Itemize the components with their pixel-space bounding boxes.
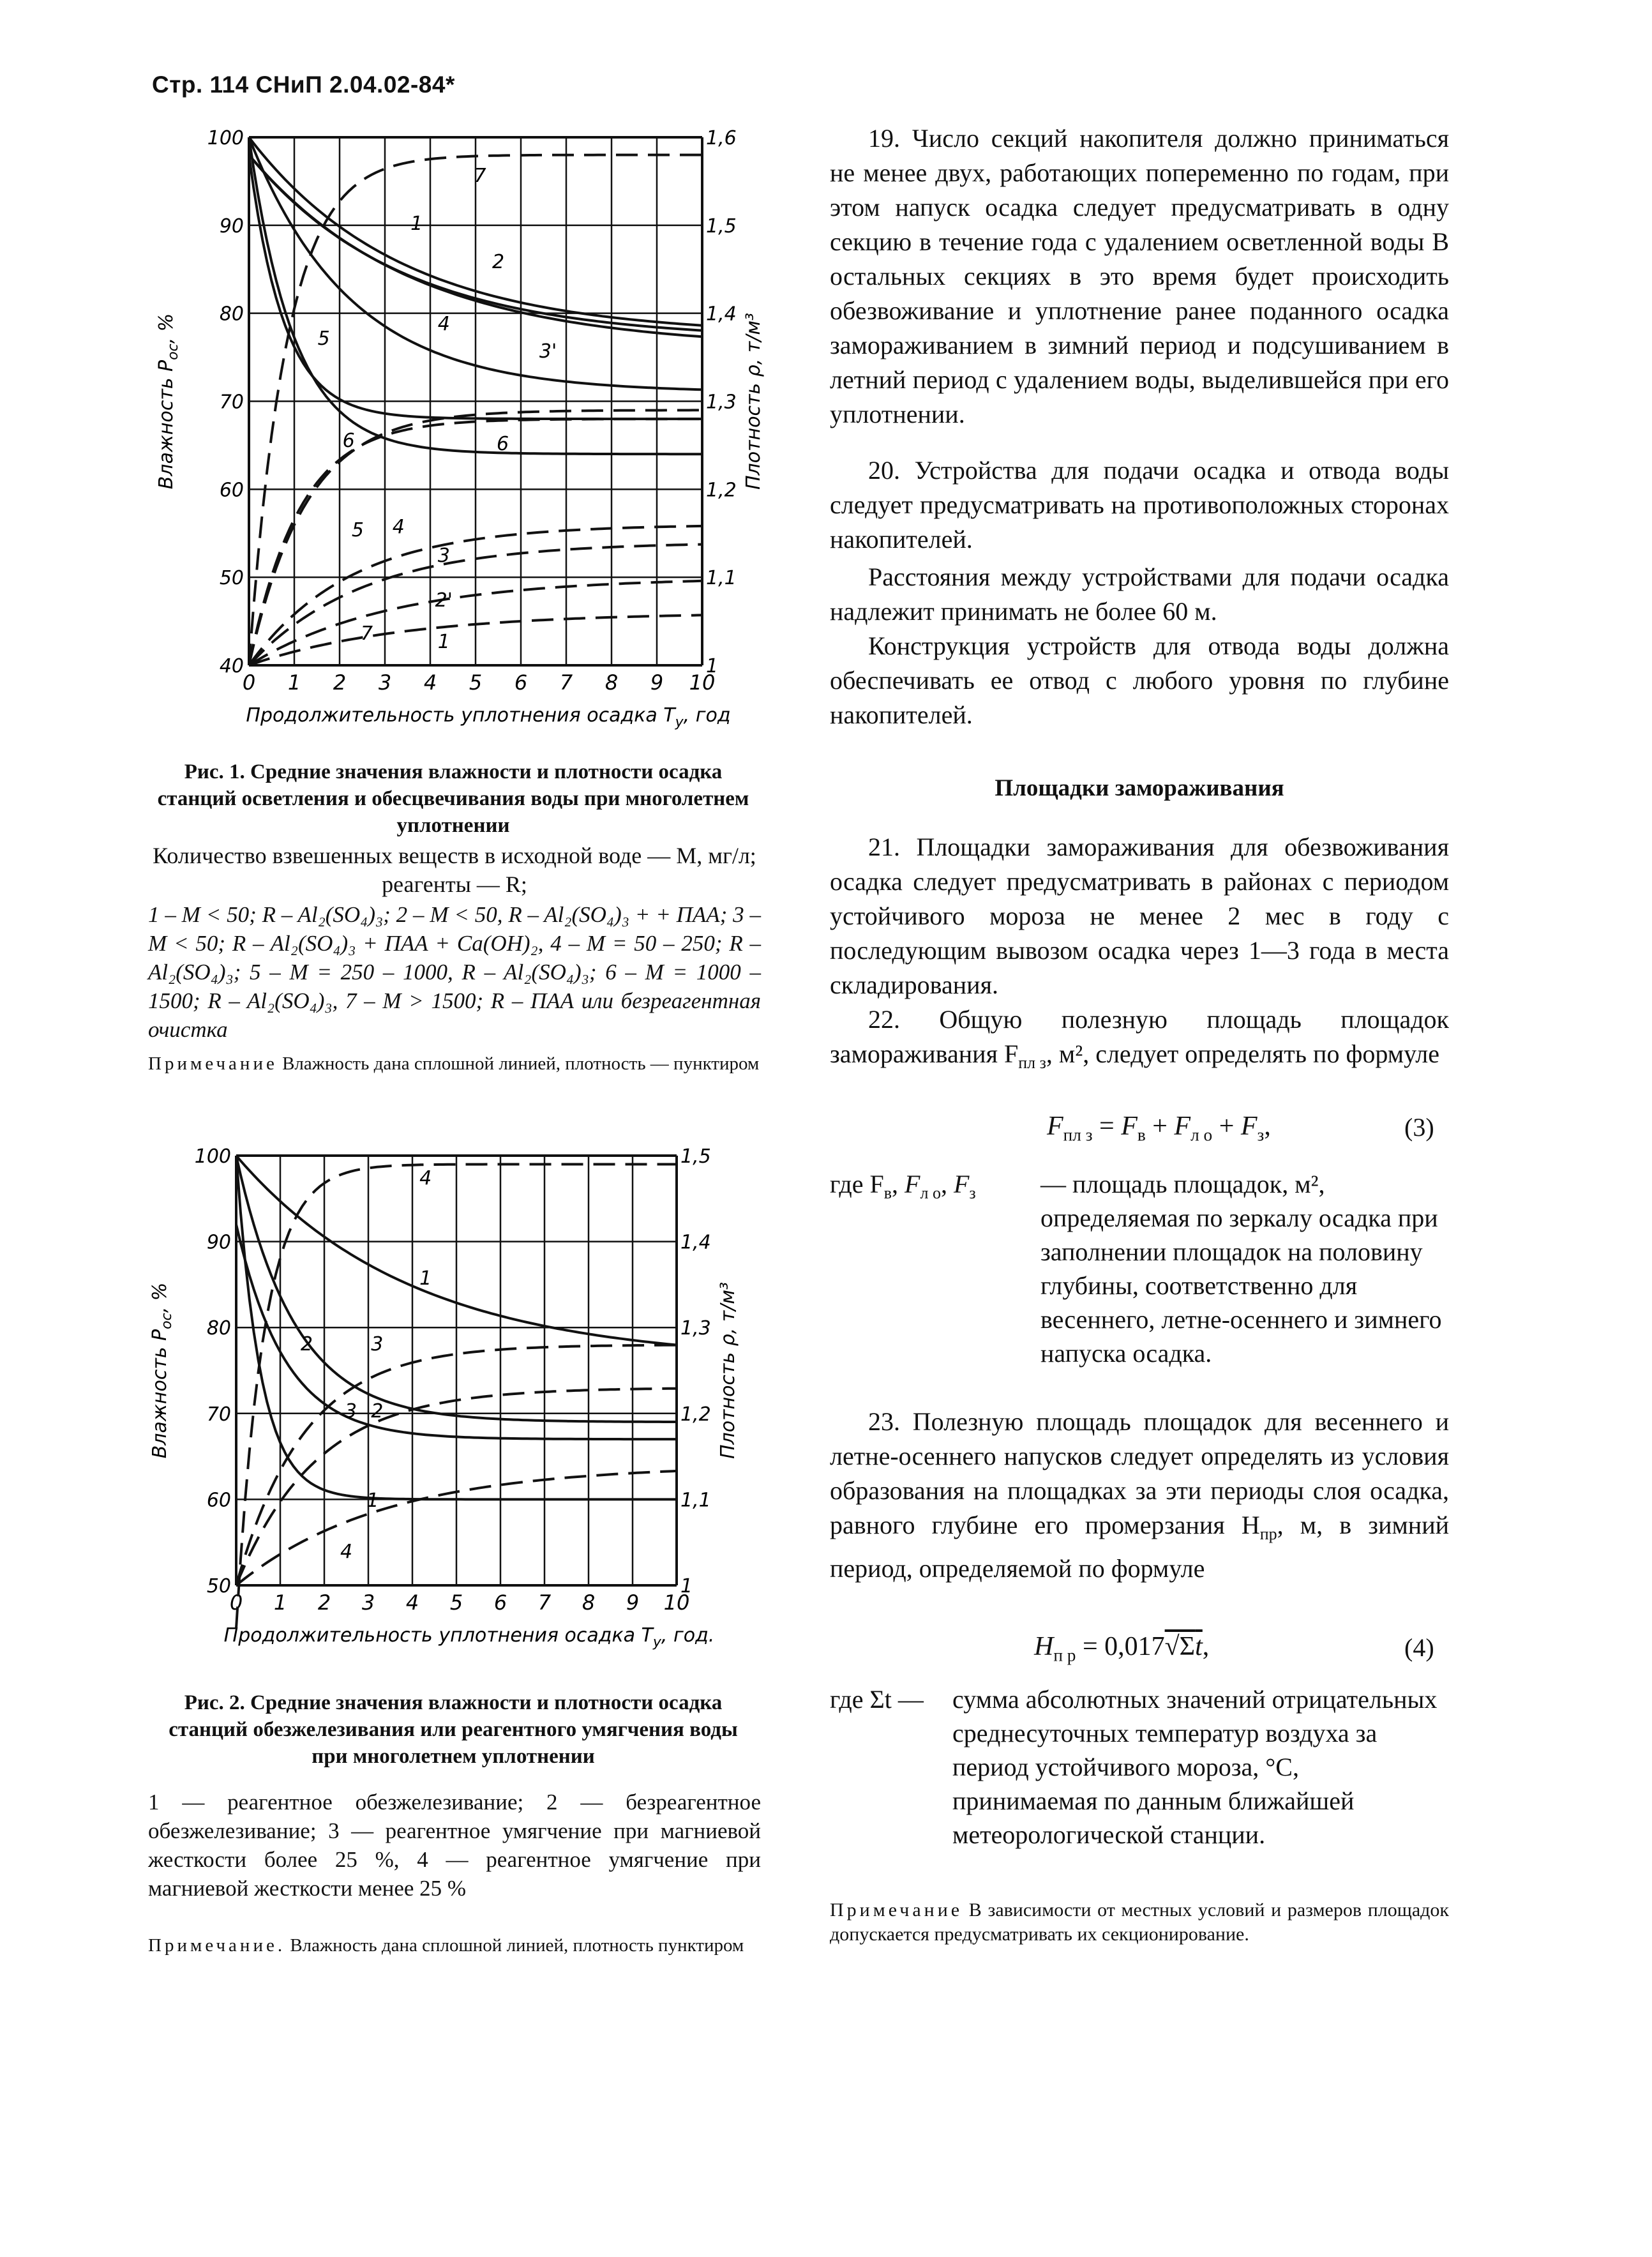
curve-label: 1: [419, 1267, 432, 1290]
formula-3-where: где $F_в$, $F_{л о}$, $F_з$: [830, 1170, 976, 1203]
paragraph-23: 23. Полезную площадь площадок для весеннего и летне-осеннего напусков следует определять из условия образования на площадках за эти периоды слоя осадка, равного глубине его промерзания $H_{пр}$, м, в зимний период, определяемой по формуле: [830, 1407, 1450, 1583]
curve-label: 1: [437, 631, 450, 653]
figure-1-legend: 1 – M < 50; R – Al₂(SO₄)₃; 2 – M < 50, R – Al₂(SO₄)₃ + + ПАА; 3 – M < 50; R – Al₂(SO₄)₃ + ПАА + Ca(OH)₂, 4 – M = 50 – 250; R – Al₂(SO₄)₃; 5 – M = 250 – 1000, R – Al₂(SO₄)₃; 6 – M = 1000 – 1500; R – Al₂(SO₄)₃, 7 – M > 1500; R – ПАА или безреагентная очистка: [148, 902, 761, 1042]
y-tick-label-left: 70: [219, 391, 244, 414]
x-tick-label: 1: [273, 1590, 287, 1615]
y-tick-label-right: 1,5: [706, 215, 737, 238]
y-tick-label-right: 1,1: [680, 1489, 711, 1512]
figure-2: [147, 1143, 785, 1692]
formula-4: $H_{п р} = 0,017√\Sigma\overline{t}$,: [1034, 1632, 1210, 1665]
curve-label: 6: [342, 430, 355, 452]
x-tick-label: 8: [604, 670, 619, 695]
paragraph-21: 21. Площадки замораживания для обезвоживания осадка следует предусматривать в районах с периодом устойчивого мороза не менее 2 мес в году с последующим вывозом осадка через 1—3 года в места складирования.: [830, 833, 1449, 999]
x-tick-label: 9: [626, 1590, 640, 1615]
x-tick-label: 0: [229, 1590, 243, 1615]
section-heading: Площадки замораживания: [995, 775, 1284, 801]
figure-1: [147, 121, 785, 753]
y-tick-label-left: 90: [206, 1231, 231, 1254]
x-tick-label: 2: [317, 1590, 331, 1615]
y-tick-label-right: 1,5: [680, 1145, 711, 1168]
figure-1-caption: Рис. 1. Средние значения влажности и плотности осадка станций осветления и обесцвечивания воды при многолетнем уплотнении: [157, 760, 749, 837]
x-tick-label: 0: [242, 670, 256, 695]
y-tick-label-left: 90: [219, 215, 244, 238]
y-tick-label-right: 1,4: [680, 1231, 711, 1254]
formula-4-number: (4): [1404, 1633, 1434, 1662]
y-axis-label-right: Плотность ρ, т/м³: [717, 1281, 739, 1460]
x-axis-label: Продолжительность уплотнения осадка $T_у$, год.: [223, 1624, 715, 1650]
x-tick-label: 10: [663, 1590, 690, 1615]
x-tick-label: 3: [378, 670, 392, 695]
page-header: Стр. 114 СНиП 2.04.02-84*: [152, 72, 455, 98]
curve-label: 7: [474, 165, 486, 187]
y-tick-label-left: 50: [219, 567, 244, 590]
formula-3: $F_{пл з} = F_в + F_{л о} + F_з$,: [1047, 1112, 1271, 1145]
figure-2-legend: 1 — реагентное обезжелезивание; 2 — безреагентное обезжелезивание; 3 — реагентное умягчение при магниевой жесткости более 25 %, 4 — реагентное умягчение при магниевой жесткости менее 25 %: [148, 1790, 761, 1901]
y-tick-label-left: 80: [206, 1317, 231, 1340]
y-tick-label-left: 80: [219, 303, 244, 326]
figure-2-chart: [147, 1143, 785, 1692]
curve-label: 3: [371, 1333, 384, 1355]
x-tick-label: 5: [469, 670, 483, 695]
curve-label: 6: [497, 433, 509, 455]
curve-label: 5: [317, 328, 330, 350]
x-tick-label: 2: [333, 670, 347, 695]
y-axis-label-left: Влажность $P_{ос}$, %: [149, 1282, 175, 1459]
figure-2-note: Примечание. Влажность дана сплошной линией, плотность пунктиром: [148, 1935, 744, 1956]
y-tick-label-right: 1,3: [680, 1317, 711, 1340]
x-tick-label: 4: [423, 670, 437, 695]
x-tick-label: 7: [559, 670, 573, 695]
paragraph-20: 20. Устройства для подачи осадка и отвода воды следует предусматривать на противоположных сторонах накопителей.: [830, 456, 1449, 554]
formula-3-number: (3): [1404, 1113, 1434, 1142]
y-tick-label-right: 1,1: [706, 567, 737, 590]
x-tick-label: 3: [361, 1590, 375, 1615]
x-tick-label: 6: [493, 1590, 507, 1615]
paragraph-20c: Конструкция устройств для отвода воды должна обеспечивать ее отвод с любого уровня по глубине накопителей.: [830, 631, 1449, 729]
figure-1-note: Примечание Влажность дана сплошной линией, плотность — пунктиром: [148, 1053, 760, 1074]
y-tick-label-right: 1,2: [680, 1403, 711, 1426]
y-tick-label-right: 1,2: [706, 479, 737, 502]
paragraph-22: 22. Общую полезную площадь площадок замораживания $F_{пл з}$, м², следует определять по формуле: [830, 1005, 1449, 1073]
formula-4-where: где Σt —: [830, 1685, 924, 1714]
curve-label: 3: [437, 545, 450, 567]
y-tick-label-left: 40: [219, 655, 244, 677]
y-tick-label-left: 70: [206, 1403, 231, 1426]
curve-label: 4: [392, 516, 405, 538]
y-axis-label-right: Плотность ρ, т/м³: [742, 312, 765, 490]
curve-label: 3: [344, 1400, 357, 1423]
x-tick-label: 7: [537, 1590, 552, 1615]
x-tick-label: 8: [582, 1590, 596, 1615]
y-tick-label-right: 1: [680, 1575, 693, 1597]
curve-label: 2: [300, 1333, 313, 1355]
paragraph-19: 19. Число секций накопителя должно приниматься не менее двух, работающих попеременно по годам, при этом напуск осадка следует предусматривать в одну секцию в течение года с удалением осветленной воды В остальных секциях в это время будет происходить обезвоживание и уплотнение ранее поданного осадка замораживанием в зимний период и подсушиванием в летний период с удалением воды, выделившейся при его уплотнении.: [830, 124, 1449, 428]
paragraph-20b: Расстояния между устройствами для подачи осадка надлежит принимать не более 60 м.: [830, 562, 1449, 626]
figure-1-chart: [147, 121, 785, 753]
curve-label: 2: [371, 1400, 384, 1423]
formula-3-where-text: — площадь площадок, м², определяемая по зеркалу осадка при заполнении площадок на половину глубины, соответственно для весеннего, летне-осеннего и зимнего напуска осадка.: [1040, 1170, 1442, 1368]
x-tick-label: 6: [514, 670, 528, 695]
y-tick-label-left: 60: [206, 1489, 231, 1512]
x-tick-label: 10: [689, 670, 716, 695]
curve-label: 2: [492, 251, 505, 273]
curve-label: 2': [435, 589, 453, 612]
curve-label: 5: [351, 519, 364, 541]
curve-label: 1: [410, 213, 423, 235]
curve-label: 4: [340, 1541, 353, 1563]
x-tick-label: 5: [449, 1590, 463, 1615]
right-note: Примечание В зависимости от местных условий и размеров площадок допускается предусматривать их секционирование.: [830, 1899, 1449, 1945]
x-tick-label: 1: [287, 670, 301, 695]
y-tick-label-right: 1: [706, 655, 719, 677]
figure-1-legend-intro: Количество взвешенных веществ в исходной воде — М, мг/л; реагенты — R;: [153, 843, 756, 897]
curve-label: 7: [361, 623, 373, 645]
y-tick-label-right: 1,6: [706, 127, 737, 149]
curve-label: 3': [539, 340, 557, 363]
y-tick-label-left: 100: [207, 127, 244, 149]
y-tick-label-left: 60: [219, 479, 244, 502]
y-tick-label-right: 1,4: [706, 303, 737, 326]
y-axis-label-left: Влажность $P_{ос}$, %: [155, 313, 181, 490]
curve-label: 4: [437, 313, 450, 335]
figure-2-caption: Рис. 2. Средние значения влажности и плотности осадка станций обезжелезивания или реагентного умягчения воды при многолетнем уплотнении: [169, 1691, 738, 1768]
x-tick-label: 4: [405, 1590, 419, 1615]
y-tick-label-left: 50: [206, 1575, 231, 1597]
x-tick-label: 9: [650, 670, 664, 695]
y-tick-label-left: 100: [194, 1145, 231, 1168]
curve-label: 1: [366, 1490, 379, 1512]
x-axis-label: Продолжительность уплотнения осадка $T_у$, год: [246, 704, 731, 730]
y-tick-label-right: 1,3: [706, 391, 737, 414]
curve-label: 4: [419, 1167, 432, 1189]
formula-4-where-text: сумма абсолютных значений отрицательных среднесуточных температур воздуха за период устойчивого мороза, °С, принимаемая по данным ближайшей метеорологической станции.: [952, 1685, 1438, 1849]
